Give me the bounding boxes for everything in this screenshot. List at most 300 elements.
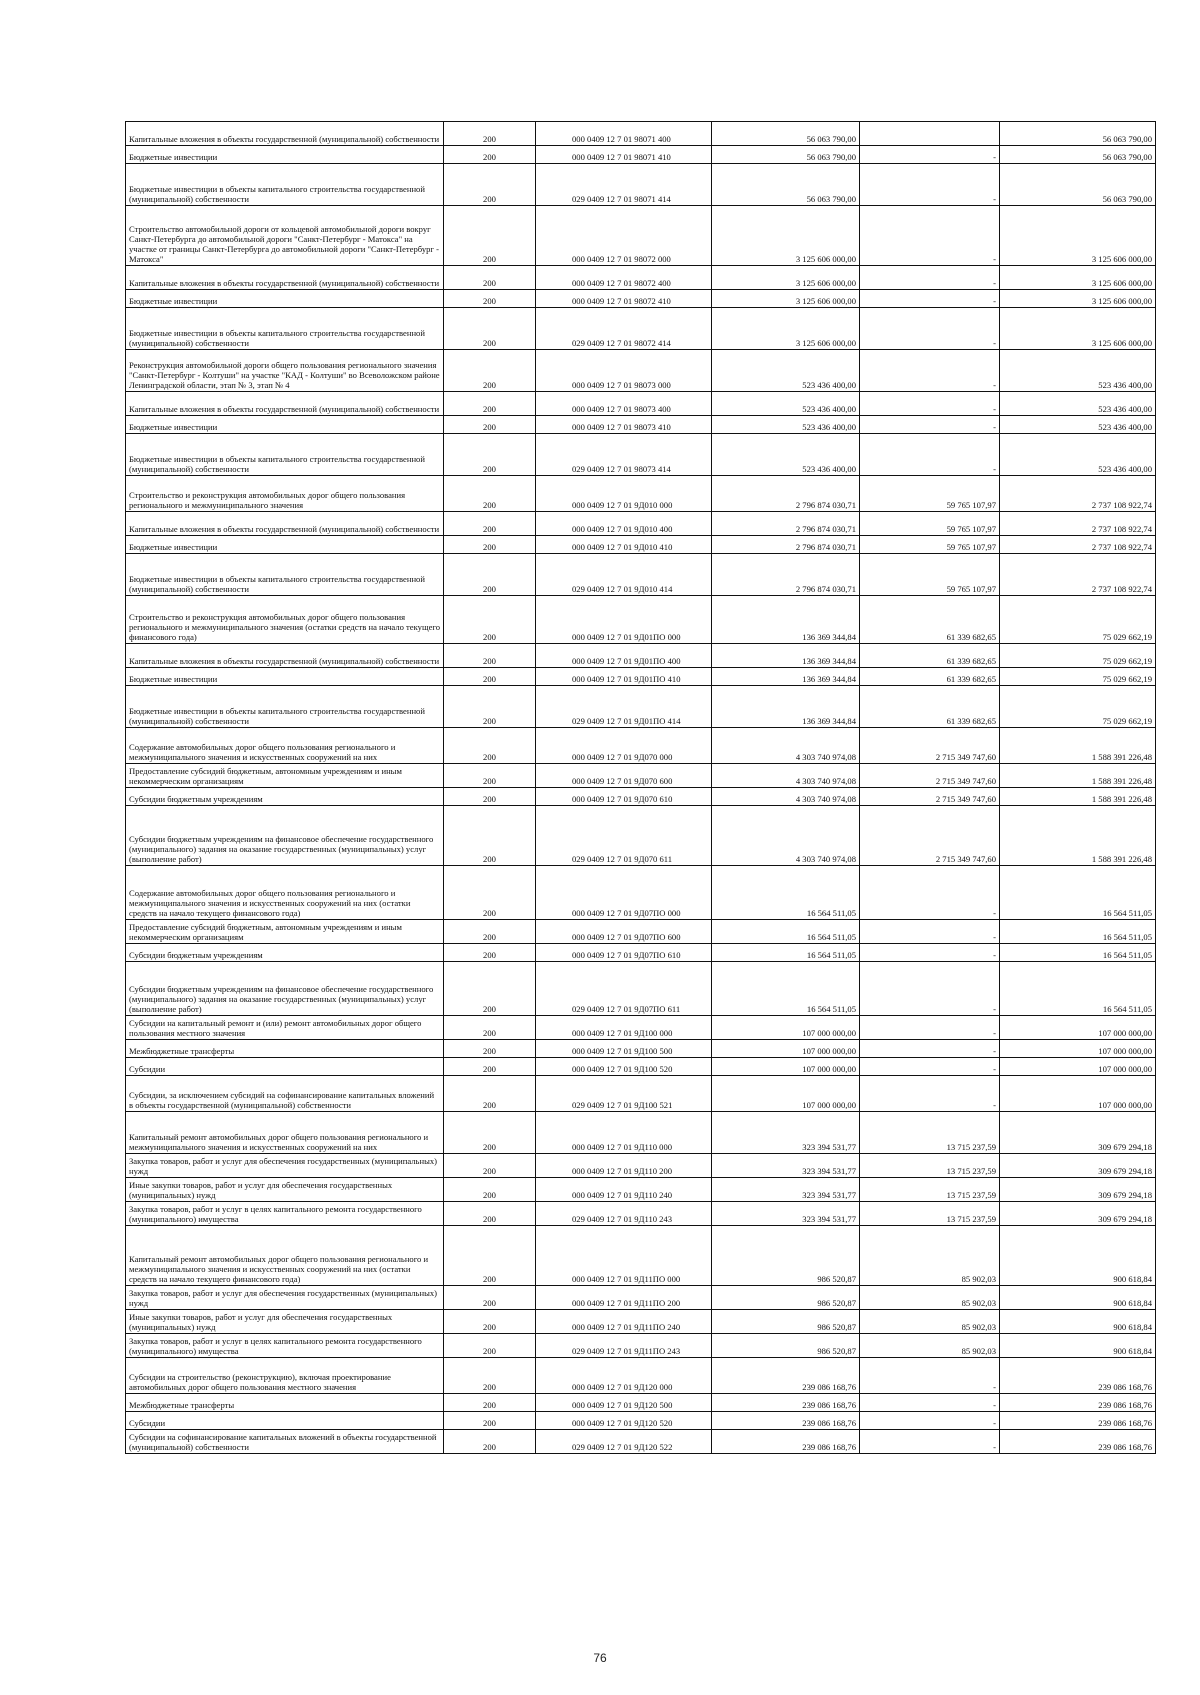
row-unexecuted-cell: 900 618,84: [1000, 1286, 1156, 1310]
row-unexecuted-cell: 56 063 790,00: [1000, 164, 1156, 206]
row-executed-cell: -: [860, 164, 1000, 206]
row-name-cell: Субсидии: [126, 1412, 444, 1430]
table-row: [126, 416, 1156, 434]
row-code-cell: 200: [444, 944, 536, 962]
row-bcc-cell: 000 0409 12 7 01 9Д07ПО 000: [536, 866, 712, 920]
row-unexecuted-cell: 16 564 511,05: [1000, 962, 1156, 1016]
row-approved-cell: 3 125 606 000,00: [712, 308, 860, 350]
table-row: [126, 1334, 1156, 1358]
row-name-cell: Предоставление субсидий бюджетным, автономным учреждениям и иным некоммерческим организациям: [126, 764, 444, 788]
row-approved-cell: 4 303 740 974,08: [712, 764, 860, 788]
row-unexecuted-cell: 107 000 000,00: [1000, 1058, 1156, 1076]
row-unexecuted-cell: 523 436 400,00: [1000, 350, 1156, 392]
row-executed-cell: 59 765 107,97: [860, 476, 1000, 512]
row-bcc-cell: 000 0409 12 7 01 98072 410: [536, 290, 712, 308]
row-name-cell: Капитальные вложения в объекты государственной (муниципальной) собственности: [126, 266, 444, 290]
row-executed-cell: -: [860, 1412, 1000, 1430]
row-code-cell: 200: [444, 1226, 536, 1286]
row-approved-cell: 4 303 740 974,08: [712, 806, 860, 866]
row-bcc-cell: 000 0409 12 7 01 9Д070 600: [536, 764, 712, 788]
row-code-cell: 200: [444, 290, 536, 308]
row-name-cell: Субсидии бюджетным учреждениям на финансовое обеспечение государственного (муниципального) задания на оказание государственных (муниципальных) услуг (выполнение работ): [126, 806, 444, 866]
row-executed-cell: -: [860, 920, 1000, 944]
table-row: [126, 788, 1156, 806]
row-name-cell: Бюджетные инвестиции в объекты капитального строительства государственной (муниципальной) собственности: [126, 308, 444, 350]
row-name-cell: Субсидии: [126, 1058, 444, 1076]
row-name-cell: Капитальный ремонт автомобильных дорог общего пользования регионального и межмуниципального значения и искусственных сооружений на них: [126, 1112, 444, 1154]
row-name-cell: Строительство и реконструкция автомобильных дорог общего пользования регионального и межмуниципального значения (остатки средств на начало текущего финансового года): [126, 596, 444, 644]
row-executed-cell: 2 715 349 747,60: [860, 806, 1000, 866]
row-approved-cell: 523 436 400,00: [712, 392, 860, 416]
table-row: [126, 686, 1156, 728]
row-bcc-cell: 029 0409 12 7 01 98072 414: [536, 308, 712, 350]
row-executed-cell: -: [860, 1358, 1000, 1394]
table-row: [126, 728, 1156, 764]
row-unexecuted-cell: 2 737 108 922,74: [1000, 536, 1156, 554]
table-row: [126, 1226, 1156, 1286]
row-name-cell: Содержание автомобильных дорог общего пользования регионального и межмуниципального значения и искусственных сооружений на них (остатки средств на начало текущего финансового года): [126, 866, 444, 920]
page-number: 76: [593, 1651, 607, 1665]
row-unexecuted-cell: 900 618,84: [1000, 1334, 1156, 1358]
row-executed-cell: 59 765 107,97: [860, 512, 1000, 536]
row-bcc-cell: 000 0409 12 7 01 9Д070 000: [536, 728, 712, 764]
row-name-cell: Содержание автомобильных дорог общего пользования регионального и межмуниципального значения и искусственных сооружений на них: [126, 728, 444, 764]
row-name-cell: Субсидии на строительство (реконструкцию), включая проектирование автомобильных дорог общего пользования местного значения: [126, 1358, 444, 1394]
row-name-cell: Предоставление субсидий бюджетным, автономным учреждениям и иным некоммерческим организациям: [126, 920, 444, 944]
row-approved-cell: 3 125 606 000,00: [712, 266, 860, 290]
row-bcc-cell: 000 0409 12 7 01 9Д120 500: [536, 1394, 712, 1412]
row-bcc-cell: 000 0409 12 7 01 9Д110 240: [536, 1178, 712, 1202]
row-executed-cell: -: [860, 206, 1000, 266]
row-unexecuted-cell: 107 000 000,00: [1000, 1040, 1156, 1058]
row-bcc-cell: 000 0409 12 7 01 9Д11ПО 240: [536, 1310, 712, 1334]
row-executed-cell: 59 765 107,97: [860, 554, 1000, 596]
row-approved-cell: 56 063 790,00: [712, 164, 860, 206]
row-code-cell: 200: [444, 1058, 536, 1076]
row-name-cell: Субсидии на капитальный ремонт и (или) ремонт автомобильных дорог общего пользования местного значения: [126, 1016, 444, 1040]
row-bcc-cell: 000 0409 12 7 01 9Д070 610: [536, 788, 712, 806]
row-name-cell: Строительство и реконструкция автомобильных дорог общего пользования регионального и межмуниципального значения: [126, 476, 444, 512]
row-executed-cell: -: [860, 1076, 1000, 1112]
row-approved-cell: 239 086 168,76: [712, 1394, 860, 1412]
row-bcc-cell: 000 0409 12 7 01 98071 400: [536, 122, 712, 146]
row-code-cell: 200: [444, 434, 536, 476]
row-code-cell: 200: [444, 764, 536, 788]
row-name-cell: Капитальные вложения в объекты государственной (муниципальной) собственности: [126, 392, 444, 416]
row-approved-cell: 16 564 511,05: [712, 920, 860, 944]
row-executed-cell: 13 715 237,59: [860, 1154, 1000, 1178]
row-approved-cell: 523 436 400,00: [712, 350, 860, 392]
row-bcc-cell: 000 0409 12 7 01 98071 410: [536, 146, 712, 164]
row-approved-cell: 56 063 790,00: [712, 122, 860, 146]
row-approved-cell: 2 796 874 030,71: [712, 476, 860, 512]
row-code-cell: 200: [444, 206, 536, 266]
row-code-cell: 200: [444, 146, 536, 164]
row-bcc-cell: 000 0409 12 7 01 9Д110 000: [536, 1112, 712, 1154]
row-approved-cell: 16 564 511,05: [712, 866, 860, 920]
row-executed-cell: -: [860, 416, 1000, 434]
row-unexecuted-cell: 239 086 168,76: [1000, 1394, 1156, 1412]
table-body: [126, 122, 1156, 1454]
row-executed-cell: 61 339 682,65: [860, 644, 1000, 668]
table-row: [126, 1112, 1156, 1154]
row-bcc-cell: 000 0409 12 7 01 9Д120 000: [536, 1358, 712, 1394]
table-row: [126, 290, 1156, 308]
row-approved-cell: 56 063 790,00: [712, 146, 860, 164]
row-name-cell: Бюджетные инвестиции: [126, 146, 444, 164]
row-code-cell: 200: [444, 1040, 536, 1058]
row-bcc-cell: 029 0409 12 7 01 9Д070 611: [536, 806, 712, 866]
row-bcc-cell: 000 0409 12 7 01 9Д010 400: [536, 512, 712, 536]
table-row: [126, 350, 1156, 392]
row-executed-cell: 85 902,03: [860, 1310, 1000, 1334]
row-name-cell: Межбюджетные трансферты: [126, 1040, 444, 1058]
row-unexecuted-cell: 75 029 662,19: [1000, 644, 1156, 668]
row-executed-cell: -: [860, 1016, 1000, 1040]
row-code-cell: 200: [444, 1112, 536, 1154]
row-unexecuted-cell: 75 029 662,19: [1000, 668, 1156, 686]
row-unexecuted-cell: 107 000 000,00: [1000, 1076, 1156, 1112]
row-approved-cell: 323 394 531,77: [712, 1202, 860, 1226]
row-code-cell: 200: [444, 1154, 536, 1178]
table-row: [126, 266, 1156, 290]
table-row: [126, 476, 1156, 512]
row-name-cell: Реконструкция автомобильной дороги общего пользования регионального значения "Санкт-Петербург - Колтуши" на участке "КАД - Колтуши" во Всеволожском районе Ленинградской области, этап № 3, этап № 4: [126, 350, 444, 392]
row-code-cell: 200: [444, 1334, 536, 1358]
row-unexecuted-cell: 309 679 294,18: [1000, 1112, 1156, 1154]
row-executed-cell: -: [860, 1058, 1000, 1076]
row-name-cell: Межбюджетные трансферты: [126, 1394, 444, 1412]
row-name-cell: Закупка товаров, работ и услуг для обеспечения государственных (муниципальных) нужд: [126, 1154, 444, 1178]
row-approved-cell: 107 000 000,00: [712, 1058, 860, 1076]
row-unexecuted-cell: 56 063 790,00: [1000, 146, 1156, 164]
row-approved-cell: 107 000 000,00: [712, 1040, 860, 1058]
row-code-cell: 200: [444, 1202, 536, 1226]
row-bcc-cell: 000 0409 12 7 01 98073 000: [536, 350, 712, 392]
table-row: [126, 1412, 1156, 1430]
table-row: [126, 1310, 1156, 1334]
row-unexecuted-cell: 1 588 391 226,48: [1000, 788, 1156, 806]
row-name-cell: Капитальные вложения в объекты государственной (муниципальной) собственности: [126, 644, 444, 668]
row-unexecuted-cell: 2 737 108 922,74: [1000, 554, 1156, 596]
row-code-cell: 200: [444, 806, 536, 866]
row-code-cell: 200: [444, 266, 536, 290]
row-approved-cell: 986 520,87: [712, 1286, 860, 1310]
row-approved-cell: 986 520,87: [712, 1310, 860, 1334]
row-bcc-cell: 029 0409 12 7 01 9Д07ПО 611: [536, 962, 712, 1016]
row-name-cell: Субсидии бюджетным учреждениям: [126, 788, 444, 806]
row-bcc-cell: 029 0409 12 7 01 9Д100 521: [536, 1076, 712, 1112]
row-name-cell: Бюджетные инвестиции в объекты капитального строительства государственной (муниципальной) собственности: [126, 164, 444, 206]
row-code-cell: 200: [444, 962, 536, 1016]
row-executed-cell: -: [860, 1430, 1000, 1454]
row-unexecuted-cell: 3 125 606 000,00: [1000, 266, 1156, 290]
row-executed-cell: 85 902,03: [860, 1286, 1000, 1310]
row-unexecuted-cell: 239 086 168,76: [1000, 1430, 1156, 1454]
row-bcc-cell: 000 0409 12 7 01 98073 410: [536, 416, 712, 434]
row-executed-cell: 13 715 237,59: [860, 1202, 1000, 1226]
row-unexecuted-cell: 3 125 606 000,00: [1000, 308, 1156, 350]
row-unexecuted-cell: 16 564 511,05: [1000, 944, 1156, 962]
row-code-cell: 200: [444, 1178, 536, 1202]
row-executed-cell: 61 339 682,65: [860, 596, 1000, 644]
row-executed-cell: -: [860, 944, 1000, 962]
row-code-cell: 200: [444, 1430, 536, 1454]
row-code-cell: 200: [444, 416, 536, 434]
row-unexecuted-cell: 56 063 790,00: [1000, 122, 1156, 146]
table-row: [126, 1430, 1156, 1454]
table-row: [126, 1076, 1156, 1112]
table-row: [126, 512, 1156, 536]
row-executed-cell: 59 765 107,97: [860, 536, 1000, 554]
table-row: [126, 1286, 1156, 1310]
row-code-cell: 200: [444, 1016, 536, 1040]
row-executed-cell: -: [860, 866, 1000, 920]
row-unexecuted-cell: 16 564 511,05: [1000, 866, 1156, 920]
row-bcc-cell: 000 0409 12 7 01 9Д01ПО 410: [536, 668, 712, 686]
row-name-cell: Закупка товаров, работ и услуг в целях капитального ремонта государственного (муниципального) имущества: [126, 1202, 444, 1226]
table-row: [126, 596, 1156, 644]
row-executed-cell: 61 339 682,65: [860, 668, 1000, 686]
row-bcc-cell: 000 0409 12 7 01 9Д11ПО 000: [536, 1226, 712, 1286]
row-unexecuted-cell: 309 679 294,18: [1000, 1202, 1156, 1226]
row-code-cell: 200: [444, 350, 536, 392]
row-code-cell: 200: [444, 554, 536, 596]
row-name-cell: Бюджетные инвестиции в объекты капитального строительства государственной (муниципальной) собственности: [126, 686, 444, 728]
table-row: [126, 866, 1156, 920]
row-bcc-cell: 000 0409 12 7 01 98073 400: [536, 392, 712, 416]
row-name-cell: Закупка товаров, работ и услуг в целях капитального ремонта государственного (муниципального) имущества: [126, 1334, 444, 1358]
row-approved-cell: 136 369 344,84: [712, 596, 860, 644]
row-code-cell: 200: [444, 536, 536, 554]
row-bcc-cell: 000 0409 12 7 01 9Д07ПО 600: [536, 920, 712, 944]
row-name-cell: Субсидии бюджетным учреждениям: [126, 944, 444, 962]
table-row: [126, 308, 1156, 350]
row-code-cell: 200: [444, 122, 536, 146]
table-row: [126, 122, 1156, 146]
row-bcc-cell: 029 0409 12 7 01 9Д010 414: [536, 554, 712, 596]
row-approved-cell: 523 436 400,00: [712, 434, 860, 476]
row-name-cell: Субсидии, за исключением субсидий на софинансирование капитальных вложений в объекты государственной (муниципальной) собственности: [126, 1076, 444, 1112]
row-bcc-cell: 000 0409 12 7 01 9Д110 200: [536, 1154, 712, 1178]
row-code-cell: 200: [444, 1076, 536, 1112]
row-executed-cell: 2 715 349 747,60: [860, 728, 1000, 764]
row-unexecuted-cell: 309 679 294,18: [1000, 1154, 1156, 1178]
row-unexecuted-cell: 3 125 606 000,00: [1000, 206, 1156, 266]
row-code-cell: 200: [444, 728, 536, 764]
row-name-cell: Капитальные вложения в объекты государственной (муниципальной) собственности: [126, 122, 444, 146]
row-executed-cell: -: [860, 290, 1000, 308]
row-approved-cell: 3 125 606 000,00: [712, 206, 860, 266]
table-row: [126, 806, 1156, 866]
row-approved-cell: 523 436 400,00: [712, 416, 860, 434]
row-unexecuted-cell: 239 086 168,76: [1000, 1358, 1156, 1394]
row-executed-cell: 2 715 349 747,60: [860, 764, 1000, 788]
table-row: [126, 392, 1156, 416]
row-unexecuted-cell: 16 564 511,05: [1000, 920, 1156, 944]
row-unexecuted-cell: 2 737 108 922,74: [1000, 476, 1156, 512]
table-row: [126, 1358, 1156, 1394]
table-row: [126, 944, 1156, 962]
row-executed-cell: -: [860, 146, 1000, 164]
row-executed-cell: -: [860, 392, 1000, 416]
row-code-cell: 200: [444, 512, 536, 536]
row-code-cell: 200: [444, 476, 536, 512]
table-row: [126, 920, 1156, 944]
row-code-cell: 200: [444, 920, 536, 944]
row-approved-cell: 239 086 168,76: [712, 1358, 860, 1394]
row-approved-cell: 3 125 606 000,00: [712, 290, 860, 308]
row-executed-cell: 13 715 237,59: [860, 1178, 1000, 1202]
row-unexecuted-cell: 523 436 400,00: [1000, 392, 1156, 416]
row-unexecuted-cell: 107 000 000,00: [1000, 1016, 1156, 1040]
row-approved-cell: 986 520,87: [712, 1226, 860, 1286]
budget-execution-table: [125, 121, 1156, 1454]
row-name-cell: Закупка товаров, работ и услуг для обеспечения государственных (муниципальных) нужд: [126, 1286, 444, 1310]
row-executed-cell: -: [860, 962, 1000, 1016]
row-code-cell: 200: [444, 392, 536, 416]
table-row: [126, 764, 1156, 788]
row-approved-cell: 16 564 511,05: [712, 944, 860, 962]
table-row: [126, 962, 1156, 1016]
row-approved-cell: 2 796 874 030,71: [712, 554, 860, 596]
row-approved-cell: 2 796 874 030,71: [712, 512, 860, 536]
row-code-cell: 200: [444, 596, 536, 644]
row-unexecuted-cell: 2 737 108 922,74: [1000, 512, 1156, 536]
row-name-cell: Субсидии на софинансирование капитальных вложений в объекты государственной (муниципальной) собственности: [126, 1430, 444, 1454]
row-name-cell: Субсидии бюджетным учреждениям на финансовое обеспечение государственного (муниципального) задания на оказание государственных (муниципальных) услуг (выполнение работ): [126, 962, 444, 1016]
row-code-cell: 200: [444, 308, 536, 350]
row-unexecuted-cell: 900 618,84: [1000, 1226, 1156, 1286]
row-executed-cell: 2 715 349 747,60: [860, 788, 1000, 806]
row-executed-cell: -: [860, 434, 1000, 476]
row-code-cell: 200: [444, 1286, 536, 1310]
table-row: [126, 164, 1156, 206]
row-unexecuted-cell: 75 029 662,19: [1000, 686, 1156, 728]
row-bcc-cell: 000 0409 12 7 01 9Д100 000: [536, 1016, 712, 1040]
table-row: [126, 644, 1156, 668]
table-row: [126, 1016, 1156, 1040]
row-bcc-cell: 000 0409 12 7 01 9Д010 000: [536, 476, 712, 512]
row-unexecuted-cell: 3 125 606 000,00: [1000, 290, 1156, 308]
row-executed-cell: -: [860, 350, 1000, 392]
row-approved-cell: 4 303 740 974,08: [712, 788, 860, 806]
row-code-cell: 200: [444, 788, 536, 806]
row-bcc-cell: 000 0409 12 7 01 9Д07ПО 610: [536, 944, 712, 962]
row-approved-cell: 323 394 531,77: [712, 1112, 860, 1154]
row-name-cell: Иные закупки товаров, работ и услуг для обеспечения государственных (муниципальных) нужд: [126, 1310, 444, 1334]
table-row: [126, 1040, 1156, 1058]
row-approved-cell: 986 520,87: [712, 1334, 860, 1358]
row-bcc-cell: 029 0409 12 7 01 9Д110 243: [536, 1202, 712, 1226]
row-code-cell: 200: [444, 866, 536, 920]
row-bcc-cell: 000 0409 12 7 01 98072 000: [536, 206, 712, 266]
row-approved-cell: 136 369 344,84: [712, 668, 860, 686]
row-bcc-cell: 000 0409 12 7 01 9Д100 500: [536, 1040, 712, 1058]
row-unexecuted-cell: 900 618,84: [1000, 1310, 1156, 1334]
row-name-cell: Бюджетные инвестиции: [126, 416, 444, 434]
row-code-cell: 200: [444, 644, 536, 668]
row-code-cell: 200: [444, 686, 536, 728]
row-executed-cell: -: [860, 1394, 1000, 1412]
row-unexecuted-cell: 1 588 391 226,48: [1000, 764, 1156, 788]
table-row: [126, 1202, 1156, 1226]
row-executed-cell: 85 902,03: [860, 1226, 1000, 1286]
row-unexecuted-cell: 75 029 662,19: [1000, 596, 1156, 644]
row-unexecuted-cell: 1 588 391 226,48: [1000, 728, 1156, 764]
table-row: [126, 1394, 1156, 1412]
row-code-cell: 200: [444, 1412, 536, 1430]
row-bcc-cell: 029 0409 12 7 01 9Д01ПО 414: [536, 686, 712, 728]
row-bcc-cell: 000 0409 12 7 01 9Д120 520: [536, 1412, 712, 1430]
row-approved-cell: 323 394 531,77: [712, 1154, 860, 1178]
row-bcc-cell: 000 0409 12 7 01 9Д01ПО 000: [536, 596, 712, 644]
row-approved-cell: 239 086 168,76: [712, 1430, 860, 1454]
row-approved-cell: 323 394 531,77: [712, 1178, 860, 1202]
row-executed-cell: [860, 122, 1000, 146]
row-executed-cell: 13 715 237,59: [860, 1112, 1000, 1154]
table-row: [126, 146, 1156, 164]
row-unexecuted-cell: 1 588 391 226,48: [1000, 806, 1156, 866]
row-name-cell: Бюджетные инвестиции в объекты капитального строительства государственной (муниципальной) собственности: [126, 434, 444, 476]
row-name-cell: Бюджетные инвестиции: [126, 668, 444, 686]
row-executed-cell: -: [860, 1040, 1000, 1058]
row-executed-cell: 61 339 682,65: [860, 686, 1000, 728]
row-name-cell: Бюджетные инвестиции: [126, 536, 444, 554]
table-row: [126, 554, 1156, 596]
row-approved-cell: 16 564 511,05: [712, 962, 860, 1016]
row-approved-cell: 4 303 740 974,08: [712, 728, 860, 764]
row-name-cell: Капитальные вложения в объекты государственной (муниципальной) собственности: [126, 512, 444, 536]
row-unexecuted-cell: 523 436 400,00: [1000, 416, 1156, 434]
table-row: [126, 1058, 1156, 1076]
row-code-cell: 200: [444, 164, 536, 206]
row-code-cell: 200: [444, 668, 536, 686]
table-row: [126, 434, 1156, 476]
row-approved-cell: 2 796 874 030,71: [712, 536, 860, 554]
row-bcc-cell: 000 0409 12 7 01 9Д100 520: [536, 1058, 712, 1076]
row-unexecuted-cell: 523 436 400,00: [1000, 434, 1156, 476]
row-bcc-cell: 029 0409 12 7 01 9Д120 522: [536, 1430, 712, 1454]
table-row: [126, 206, 1156, 266]
row-approved-cell: 239 086 168,76: [712, 1412, 860, 1430]
row-approved-cell: 136 369 344,84: [712, 686, 860, 728]
row-executed-cell: 85 902,03: [860, 1334, 1000, 1358]
row-bcc-cell: 029 0409 12 7 01 98071 414: [536, 164, 712, 206]
row-approved-cell: 136 369 344,84: [712, 644, 860, 668]
row-approved-cell: 107 000 000,00: [712, 1016, 860, 1040]
row-name-cell: Иные закупки товаров, работ и услуг для обеспечения государственных (муниципальных) нужд: [126, 1178, 444, 1202]
row-bcc-cell: 029 0409 12 7 01 98073 414: [536, 434, 712, 476]
row-unexecuted-cell: 309 679 294,18: [1000, 1178, 1156, 1202]
row-code-cell: 200: [444, 1394, 536, 1412]
table-row: [126, 668, 1156, 686]
row-bcc-cell: 000 0409 12 7 01 9Д01ПО 400: [536, 644, 712, 668]
row-code-cell: 200: [444, 1358, 536, 1394]
row-approved-cell: 107 000 000,00: [712, 1076, 860, 1112]
row-name-cell: Капитальный ремонт автомобильных дорог общего пользования регионального и межмуниципального значения и искусственных сооружений на них (остатки средств на начало текущего финансового года): [126, 1226, 444, 1286]
row-bcc-cell: 000 0409 12 7 01 9Д010 410: [536, 536, 712, 554]
row-code-cell: 200: [444, 1310, 536, 1334]
table-row: [126, 1154, 1156, 1178]
row-name-cell: Строительство автомобильной дороги от кольцевой автомобильной дороги вокруг Санкт-Петербурга до автомобильной дороги "Санкт-Петербург - Матокса" на участке от границы Санкт-Петербурга до автомобильной дороги "Санкт-Петербург - Матокса": [126, 206, 444, 266]
row-bcc-cell: 000 0409 12 7 01 9Д11ПО 200: [536, 1286, 712, 1310]
row-unexecuted-cell: 239 086 168,76: [1000, 1412, 1156, 1430]
row-bcc-cell: 029 0409 12 7 01 9Д11ПО 243: [536, 1334, 712, 1358]
row-executed-cell: -: [860, 308, 1000, 350]
row-name-cell: Бюджетные инвестиции в объекты капитального строительства государственной (муниципальной) собственности: [126, 554, 444, 596]
row-executed-cell: -: [860, 266, 1000, 290]
